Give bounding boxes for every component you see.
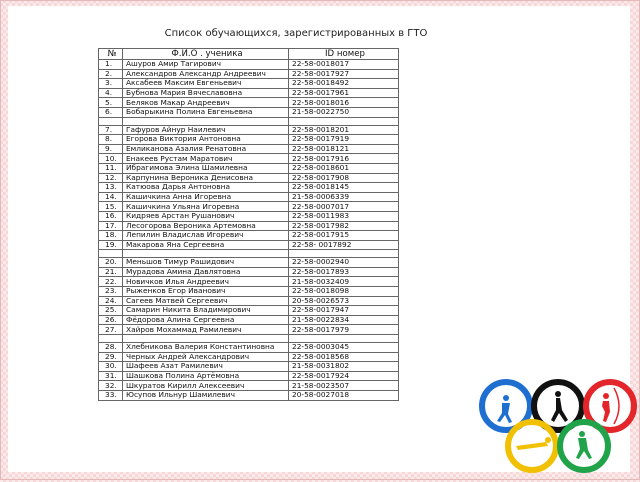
table-row [99,163,399,173]
row-number: 1. [99,60,123,70]
table-row [99,192,399,202]
row-name: Фёдорова Алина Сергеевна [123,315,289,325]
students-table [98,48,399,401]
row-number: 25. [99,306,123,316]
row-number: 7. [99,125,123,135]
row-name [123,117,289,125]
row-name: Самарин Никита Владимирович [123,306,289,316]
row-number: 28. [99,343,123,353]
row-name: Ибрагимова Элина Шамилевна [123,163,289,173]
row-name: Шкуратов Кирилл Алексеевич [123,381,289,391]
gymnast-icon [551,391,568,422]
row-number: 30. [99,362,123,372]
row-id: 22-58-0018017 [289,60,399,70]
row-name: Новичков Илья Андреевич [123,277,289,287]
row-name: Енакеев Рустам Маратович [123,154,289,164]
row-number: 15. [99,202,123,212]
header-name: Ф.И.О . ученика [123,49,289,60]
row-number: 14. [99,192,123,202]
header-number: № [99,49,123,60]
row-number: 29. [99,352,123,362]
table-row [99,202,399,212]
row-id: 21-58-0031802 [289,362,399,372]
table-row [99,88,399,98]
row-id [289,117,399,125]
row-number: 2. [99,69,123,79]
row-id: 22-58-0002940 [289,258,399,268]
table-row [99,250,399,258]
row-name: Аксабеев Максим Евгеньевич [123,79,289,89]
row-name: Шашкова Полина Артёмовна [123,371,289,381]
row-id: 22-58-0017927 [289,69,399,79]
row-id: 22-58-0018568 [289,352,399,362]
row-id: 22-58-0017979 [289,325,399,335]
table-row [99,352,399,362]
row-name: Беляков Макар Андреевич [123,98,289,108]
row-name: Черных Андрей Александрович [123,352,289,362]
row-id [289,335,399,343]
table-row [99,306,399,316]
row-id: 22-58- 0017892 [289,240,399,250]
row-name: Карпунина Вероника Денисовна [123,173,289,183]
row-number: 5. [99,98,123,108]
row-number: 20. [99,258,123,268]
row-id: 21-58-0022750 [289,107,399,117]
row-name [123,335,289,343]
row-name: Хлебникова Валерия Константиновна [123,343,289,353]
table-row [99,381,399,391]
table-header-row [99,49,399,60]
row-number [99,250,123,258]
gto-rings-logo [478,376,638,482]
table-row [99,125,399,135]
swimmer-icon [516,437,551,450]
table-row [99,315,399,325]
row-name: Шафеев Азат Рамилевич [123,362,289,372]
table-row [99,258,399,268]
row-id: 21-58-0023507 [289,381,399,391]
row-id [289,250,399,258]
document-page [8,6,630,472]
row-id: 21-58-0032409 [289,277,399,287]
row-name: Макарова Яна Сергеевна [123,240,289,250]
row-id: 22-58-0018201 [289,125,399,135]
row-name: Емликанова Азалия Ренатовна [123,144,289,154]
table-row [99,335,399,343]
row-number: 22. [99,277,123,287]
table-row [99,107,399,117]
row-id: 22-58-0018098 [289,287,399,297]
row-number: 17. [99,221,123,231]
row-name: Сагеев Матвей Сергеевич [123,296,289,306]
row-number: 24. [99,296,123,306]
row-number [99,335,123,343]
row-name: Кидряев Арстан Рушанович [123,211,289,221]
row-name: Бубнова Мария Вячеславовна [123,88,289,98]
table-row [99,296,399,306]
row-number: 13. [99,183,123,193]
row-number: 19. [99,240,123,250]
row-number: 33. [99,391,123,401]
row-name: Кашичкина Анна Игоревна [123,192,289,202]
table-row [99,371,399,381]
row-id: 22-58-0018016 [289,98,399,108]
row-id: 22-58-0017982 [289,221,399,231]
row-number: 27. [99,325,123,335]
row-id: 21-58-0022834 [289,315,399,325]
row-id: 22-58-0007017 [289,202,399,212]
row-id: 22-58-0018121 [289,144,399,154]
row-number: 23. [99,287,123,297]
row-number: 11. [99,163,123,173]
table-row [99,183,399,193]
row-id: 22-58-0017893 [289,267,399,277]
row-id: 22-58-0017915 [289,231,399,241]
table-row [99,362,399,372]
archer-icon [602,388,619,424]
row-number: 8. [99,135,123,145]
runner-icon [497,395,512,423]
row-name: Лепилин Владислав Игоревич [123,231,289,241]
row-name [123,250,289,258]
table-row [99,267,399,277]
table-row [99,69,399,79]
row-name: Кашичкина Ульяна Игоревна [123,202,289,212]
row-name: Бобарыкина Полина Евгеньевна [123,107,289,117]
table-row [99,173,399,183]
page-title: Список обучающихся, зарегистрированных в ГТО [164,28,428,39]
row-name: Юсупов Ильнур Шамилевич [123,391,289,401]
table-row [99,117,399,125]
row-number: 12. [99,173,123,183]
table-row [99,98,399,108]
row-number: 31. [99,371,123,381]
row-number: 3. [99,79,123,89]
row-id: 20-58-0027018 [289,391,399,401]
row-id: 22-58-0018145 [289,183,399,193]
table-row [99,144,399,154]
row-id: 20-58-0026573 [289,296,399,306]
skier-icon [576,431,592,459]
table-row [99,135,399,145]
table-row [99,221,399,231]
table-body [99,60,399,401]
table-row [99,154,399,164]
row-number: 21. [99,267,123,277]
row-number: 18. [99,231,123,241]
row-number: 9. [99,144,123,154]
table-row [99,79,399,89]
table-row [99,287,399,297]
table-row [99,240,399,250]
header-id: ID номер [289,49,399,60]
row-name: Мурадова Амина Давлятовна [123,267,289,277]
table-row [99,211,399,221]
row-id: 22-58-0017961 [289,88,399,98]
row-name: Егорова Виктория Антоновна [123,135,289,145]
row-id: 21-58-0006339 [289,192,399,202]
row-id: 22-58-0017916 [289,154,399,164]
table-row [99,343,399,353]
row-number: 16. [99,211,123,221]
row-id: 22-58-0017919 [289,135,399,145]
row-name: Гафуров Айнур Наилевич [123,125,289,135]
table-row [99,231,399,241]
row-number: 26. [99,315,123,325]
row-name: Лесогорова Вероника Артемовна [123,221,289,231]
table-row [99,325,399,335]
row-id: 22-58-0017924 [289,371,399,381]
table-row [99,60,399,70]
table-row [99,277,399,287]
row-name: Катюова Дарья Антоновна [123,183,289,193]
row-name: Рыженков Егор Иванович [123,287,289,297]
row-id: 22-58-0003045 [289,343,399,353]
row-id: 22-58-0017947 [289,306,399,316]
row-id: 22-58-0017908 [289,173,399,183]
row-number: 4. [99,88,123,98]
row-id: 22-58-0018601 [289,163,399,173]
row-number [99,117,123,125]
table-row [99,391,399,401]
row-id: 22-58-0018492 [289,79,399,89]
row-number: 10. [99,154,123,164]
row-name: Хайров Мохаммад Рамилевич [123,325,289,335]
row-id: 22-58-0011983 [289,211,399,221]
row-name: Александров Александр Андреевич [123,69,289,79]
row-number: 6. [99,107,123,117]
row-name: Меньшов Тимур Рашидович [123,258,289,268]
row-number: 32. [99,381,123,391]
row-name: Ашуров Амир Тагирович [123,60,289,70]
